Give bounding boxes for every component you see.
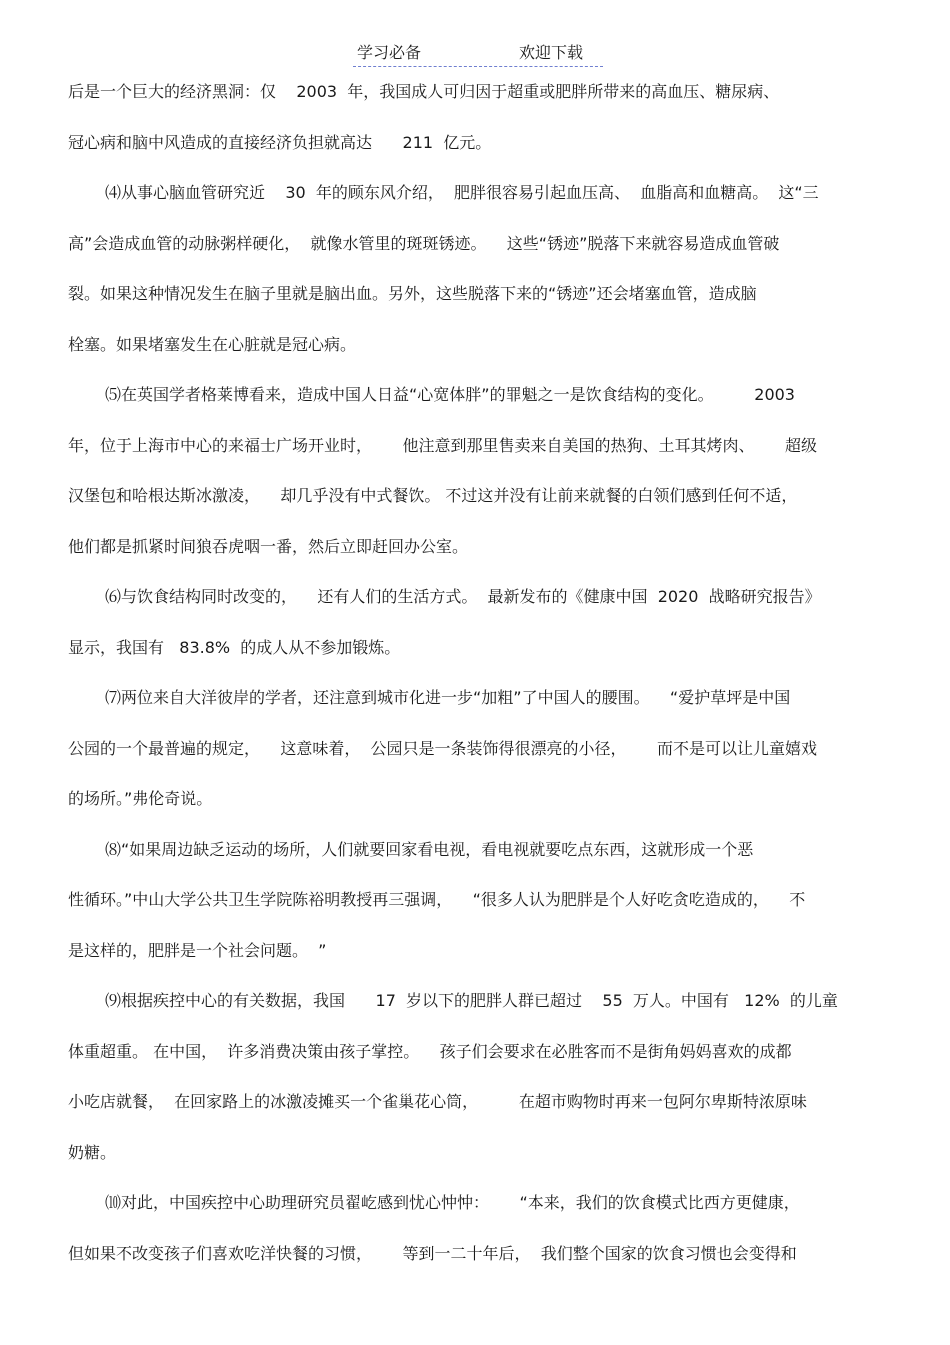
paragraph-line: 的场所。”弗伦奇说。 bbox=[68, 789, 213, 808]
paragraph-first-line: ⑽对此，中国疾控中心助理研究员翟屹感到忧心忡忡： “本来，我们的饮食模式比西方更健康， bbox=[105, 1193, 800, 1212]
paragraph-line: 性循环。”中山大学公共卫生学院陈裕明教授再三强调， “很多人认为肥胖是个人好吃贪吃造成的， 不 bbox=[68, 890, 806, 909]
paragraph-line: 年，位于上海市中心的来福士广场开业时， 他注意到那里售卖来自美国的热狗、土耳其烤肉、 超级 bbox=[68, 435, 818, 455]
paragraph-line: 后是一个巨大的经济黑洞：仅 2003 年，我国成人可归因于超重或肥胖所带来的高血压、糖尿病、 bbox=[68, 82, 780, 101]
paragraph-line: 小吃店就餐， 在回家路上的冰激凌摊买一个雀巢花心筒， 在超市购物时再来一包阿尔卑斯特浓原味 bbox=[68, 1092, 807, 1111]
paragraph-line: 但如果不改变孩子们喜欢吃洋快餐的习惯， 等到一二十年后， 我们整个国家的饮食习惯也会变得和 bbox=[68, 1243, 797, 1263]
paragraph-line: 栓塞。如果堵塞发生在心脏就是冠心病。 bbox=[68, 334, 357, 354]
paragraph-first-line: ⑺两位来自大洋彼岸的学者，还注意到城市化进一步“加粗”了中国人的腰围。 “爱护草坪是中国 bbox=[105, 688, 791, 707]
paragraph-line: 冠心病和脑中风造成的直接经济负担就高达 211 亿元。 bbox=[68, 132, 492, 152]
paragraph-line: 高”会造成血管的动脉粥样硬化， 就像水管里的斑斑锈迹。 这些“锈迹”脱落下来就容易造成血管破 bbox=[68, 233, 780, 253]
paragraph-first-line: ⑹与饮食结构同时改变的， 还有人们的生活方式。 最新发布的《健康中国 2020 战略研究报告》 bbox=[105, 587, 821, 606]
paragraph-line: 显示，我国有 83.8% 的成人从不参加锻炼。 bbox=[68, 637, 401, 657]
paragraph-line: 他们都是抓紧时间狼吞虎咽一番，然后立即赶回办公室。 bbox=[68, 536, 469, 556]
page-header bbox=[353, 40, 603, 67]
paragraph-line: 裂。如果这种情况发生在脑子里就是脑出血。另外，这些脱落下来的“锈迹”还会堵塞血管，造成脑 bbox=[68, 284, 757, 303]
paragraph-first-line: ⑼根据疾控中心的有关数据，我国 17 岁以下的肥胖人群已超过 55 万人。中国有 12% 的儿童 bbox=[105, 991, 838, 1010]
paragraph-line: 体重超重。 在中国， 许多消费决策由孩子掌控。 孩子们会要求在必胜客而不是街角妈妈喜欢的成都 bbox=[68, 1041, 792, 1061]
paragraph-line: 汉堡包和哈根达斯冰激凌， 却几乎没有中式餐饮。 不过这并没有让前来就餐的白领们感到任何不适， bbox=[68, 486, 798, 505]
paragraph-line: 是这样的，肥胖是一个社会问题。 ” bbox=[68, 940, 327, 960]
paragraph-first-line: ⑸在英国学者格莱博看来，造成中国人日益“心宽体胖”的罪魁之一是饮食结构的变化。 2003 bbox=[105, 385, 795, 404]
paragraph-first-line: ⑻“如果周边缺乏运动的场所，人们就要回家看电视，看电视就要吃点东西，这就形成一个恶 bbox=[105, 839, 754, 859]
header-left-text: 学习必备 bbox=[357, 43, 422, 62]
paragraph-line: 奶糖。 bbox=[68, 1142, 117, 1162]
paragraph-line: 公园的一个最普遍的规定， 这意味着， 公园只是一条装饰得很漂亮的小径， 而不是可以让儿童嬉戏 bbox=[68, 738, 818, 758]
paragraph-first-line: ⑷从事心脑血管研究近 30 年的顾东风介绍， 肥胖很容易引起血压高、 血脂高和血糖高。 这“三 bbox=[105, 183, 819, 202]
header-right-text: 欢迎下载 bbox=[519, 43, 584, 62]
article-body bbox=[68, 80, 894, 1292]
